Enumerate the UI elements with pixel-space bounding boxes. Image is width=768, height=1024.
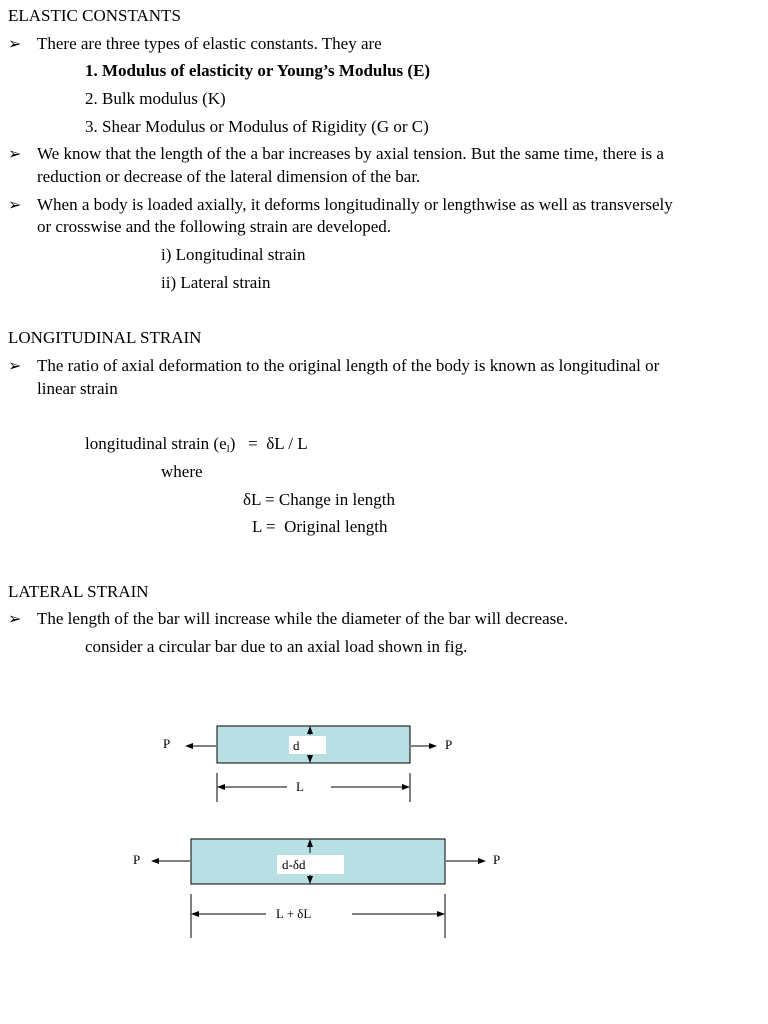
top-length-label: L (296, 779, 304, 794)
definition-l: L = Original length (252, 517, 388, 536)
list-item-shear-modulus: 3. Shear Modulus or Modulus of Rigidity (G or C) (85, 117, 429, 136)
heading-longitudinal-strain: LONGITUDINAL STRAIN (8, 328, 202, 347)
bottom-diameter-label: d-δd (282, 857, 306, 872)
bullet-longitudinal-def-line2: linear strain (37, 379, 118, 398)
formula-longitudinal-strain: longitudinal strain $(e_l) = \delta L / L$ (85, 434, 308, 455)
bullet-longitudinal-def-line1: The ratio of axial deformation to the original length of the body is known as longitudinal or (37, 356, 660, 375)
bullet-types-intro: There are three types of elastic constants. They are (37, 34, 382, 53)
lateral-figure-intro: consider a circular bar due to an axial load shown in fig. (85, 637, 468, 656)
heading-lateral-strain: LATERAL STRAIN (8, 582, 149, 601)
bullet-axial-load-line1: When a body is loaded axially, it deforms longitudinally or lengthwise as well as transversely (37, 195, 673, 214)
list-item-youngs-modulus: 1. Modulus of elasticity or Young’s Modulus (E) (85, 61, 431, 80)
top-load-label-left: P (163, 736, 171, 751)
strain-type-longitudinal: i) Longitudinal strain (161, 245, 306, 264)
bullet-axial-tension-line1: We know that the length of the a bar increases by axial tension. But the same time, there is a (37, 144, 664, 163)
bullet-arrow-icon: ➢ (8, 144, 22, 163)
bullet-axial-tension-line2: reduction or decrease of the lateral dimension of the bar. (37, 167, 421, 186)
bottom-bar-group (133, 839, 500, 938)
bullet-arrow-icon: ➢ (8, 356, 22, 375)
formula-where: where (161, 462, 203, 481)
bullet-lateral-def: The length of the bar will increase while the diameter of the bar will decrease. (37, 609, 569, 628)
bottom-load-label-left: P (133, 852, 141, 867)
bullet-axial-load-line2: or crosswise and the following strain are developed. (37, 217, 392, 236)
bottom-length-label: L + δL (276, 906, 312, 921)
list-item-bulk-modulus: 2. Bulk modulus (K) (85, 89, 226, 108)
bar-deformation-figure (0, 700, 768, 1020)
bullet-arrow-icon: ➢ (8, 609, 22, 628)
definition-delta-l: δL = Change in length (243, 490, 395, 509)
heading-elastic-constants: ELASTIC CONSTANTS (8, 6, 181, 25)
bullet-arrow-icon: ➢ (8, 34, 22, 53)
strain-type-lateral: ii) Lateral strain (161, 273, 271, 292)
top-load-label-right: P (445, 737, 453, 752)
bullet-arrow-icon: ➢ (8, 195, 22, 214)
top-bar-group (163, 726, 452, 802)
bottom-load-label-right: P (493, 852, 501, 867)
top-diameter-label: d (293, 738, 300, 753)
